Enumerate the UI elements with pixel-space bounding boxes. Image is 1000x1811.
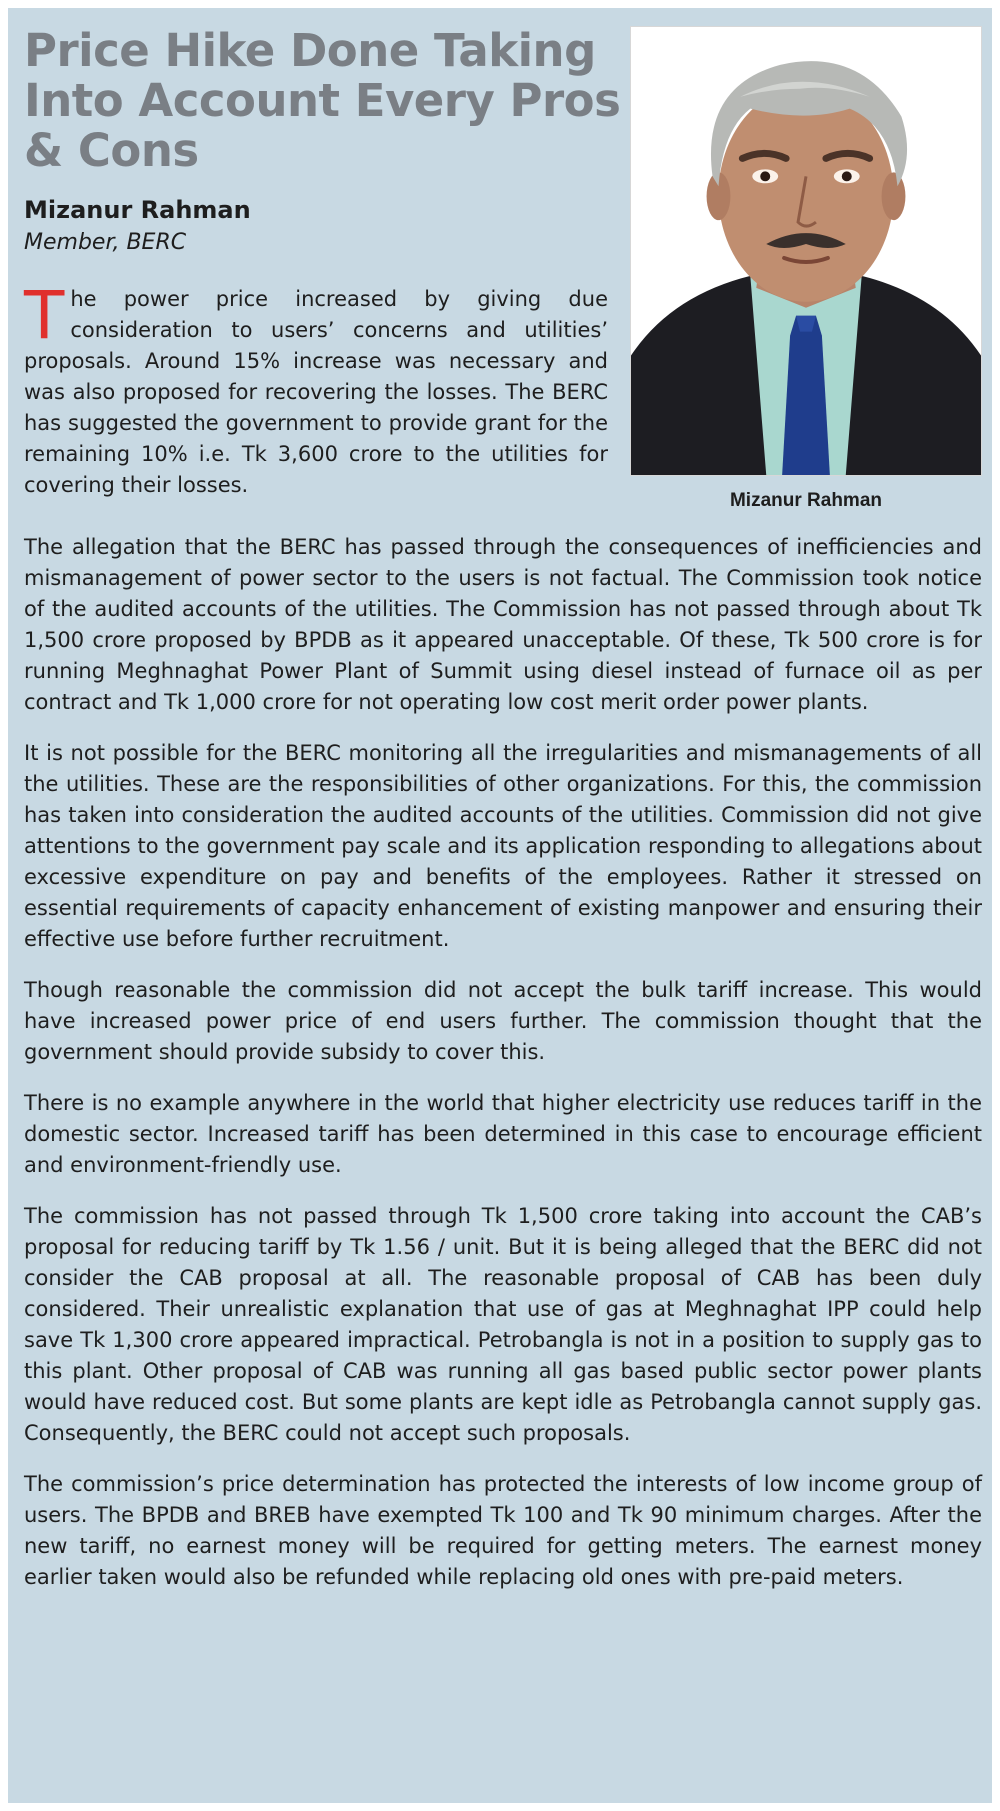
body-paragraph: The commission has not passed through Tk 1,500 crore taking into account the CAB’s proposal for reducing tariff by Tk 1.56 / unit. But it is being alleged that the BERC did not consider the CAB proposal at all. The reasonable proposal of CAB has been duly considered. Their unrealistic explanation that use of gas at Meghnaghat IPP could help save Tk 1,300 crore appeared impractical. Petrobangla is not in a position to supply gas to this plant. Other proposal of CAB was running all gas based public sector power plants would have reduced cost. But some plants are kept idle as Petrobangla cannot supply gas. Consequently, the BERC could not accept such proposals. — [24, 1204, 982, 1445]
lead-paragraph-block — [24, 277, 608, 501]
author-role: Member, BERC — [24, 230, 187, 255]
article-body — [24, 532, 982, 1613]
body-paragraph: The allegation that the BERC has passed through the consequences of inefficiencies and mismanagement of power sector to the users is not factual. The Commission took notice of the audited accounts of the utilities. The Commission has not passed through about Tk 1,500 crore proposed by BPDB as it appeared unacceptable. Of these, Tk 500 crore is for running Meghnaghat Power Plant of Summit using diesel instead of furnace oil as per contract and Tk 1,000 crore for not operating low cost merit order power plants. — [24, 535, 982, 714]
body-paragraph: There is no example anywhere in the world that higher electricity use reduces tariff in the domestic sector. Increased tariff has been determined in this case to encourage efficient and environment-friendly use. — [24, 1091, 982, 1177]
portrait-photo-icon — [631, 27, 981, 475]
body-paragraph: Though reasonable the commission did not accept the bulk tariff increase. This would have increased power price of end users further. The commission thought that the government should provide subsidy to cover this. — [24, 978, 982, 1064]
drop-cap: T — [24, 277, 65, 354]
body-paragraph: It is not possible for the BERC monitoring all the irregularities and mismanagements of all the utilities. These are the responsibilities of other organizations. For this, the commission has taken into consideration the audited accounts of the utilities. Commission did not give attentions to the government pay scale and its application responding to allegations about excessive expenditure on pay and benefits of the employees. Rather it stressed on essential requirements of capacity enhancement of existing manpower and ensuring their effective use before further recruitment. — [24, 741, 982, 951]
lead-paragraph — [24, 277, 608, 501]
article-page — [8, 8, 992, 1803]
author-name: Mizanur Rahman — [24, 196, 251, 224]
photo-caption: Mizanur Rahman — [729, 490, 883, 511]
lead-paragraph-text: he power price increased by giving due consideration to users’ concerns and utilities’ proposals. Around 15% increase was necessary and was also proposed for recovering the losses. The BERC has suggested the government to provide grant for the remaining 10% i.e. Tk 3,600 crore to the utilities for covering their losses. — [24, 287, 608, 497]
article-title: Price Hike Done Taking Into Account Every Pros & Cons — [24, 24, 621, 177]
body-paragraph: The commission’s price determination has protected the interests of low income group of users. The BPDB and BREB have exempted Tk 100 and Tk 90 minimum charges. After the new tariff, no earnest money will be required for getting meters. The earnest money earlier taken would also be refunded while replacing old ones with pre-paid meters. — [24, 1472, 982, 1589]
author-photo — [630, 26, 982, 476]
